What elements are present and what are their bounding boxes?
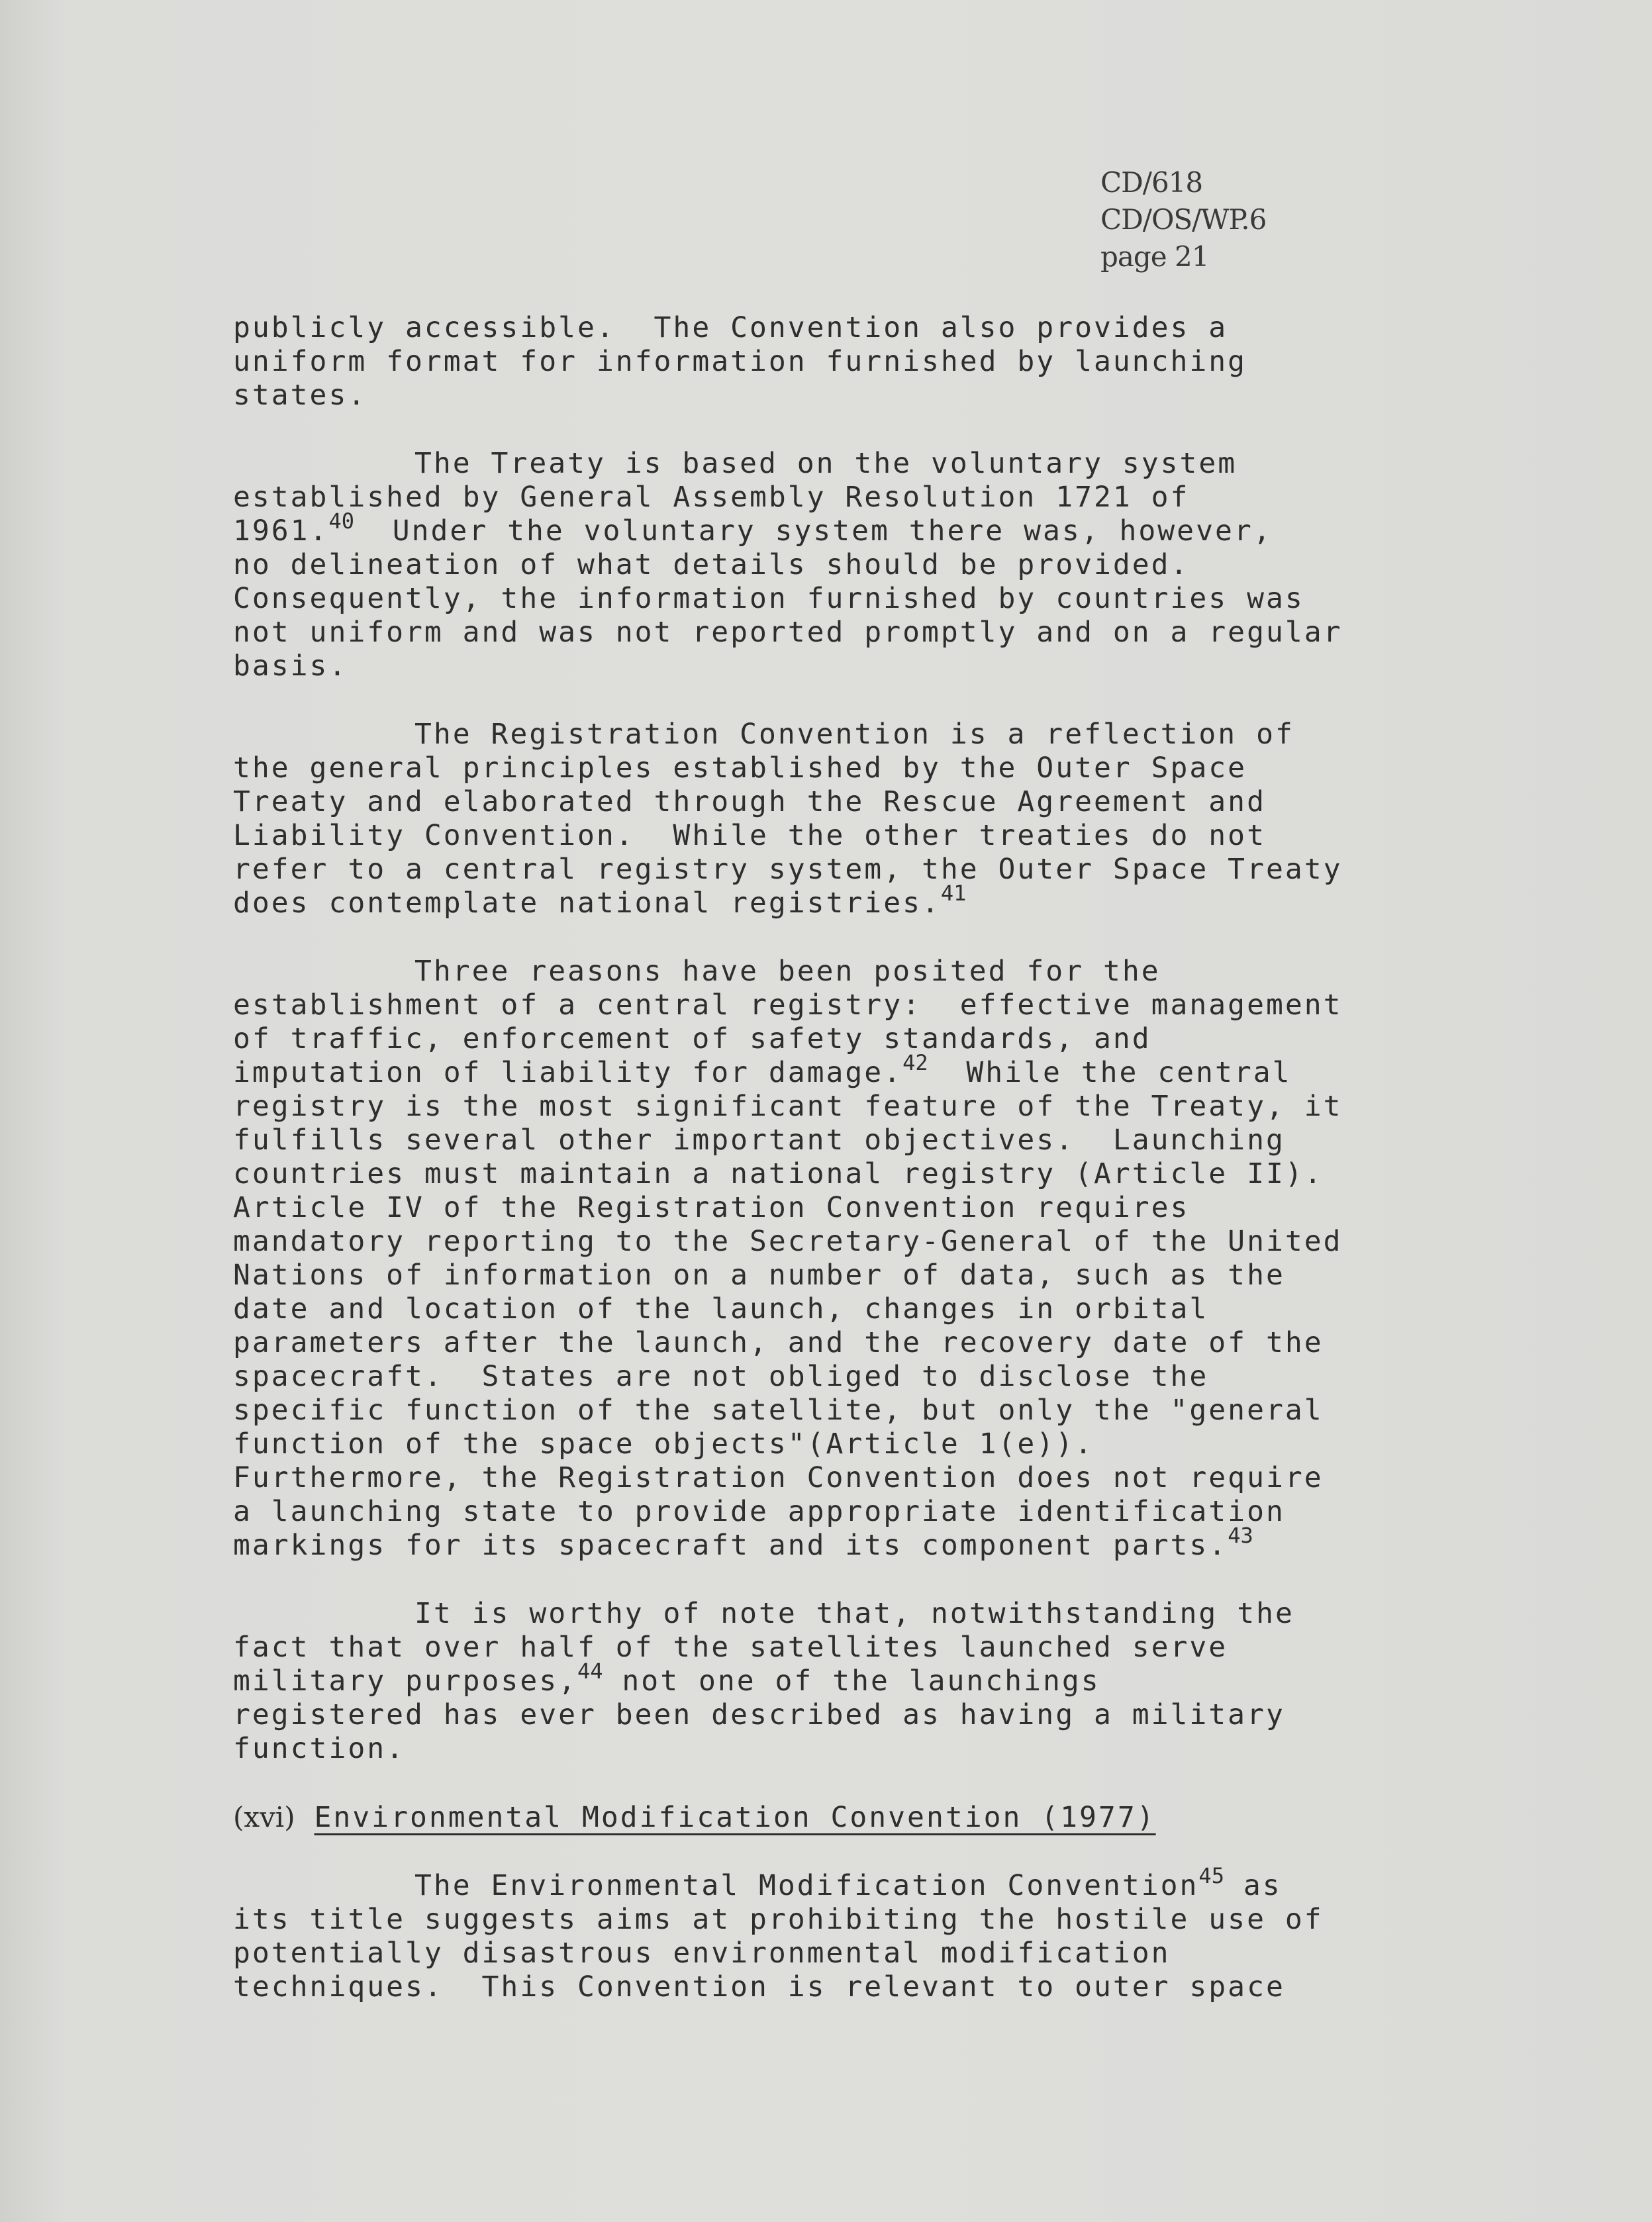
text-segment: countries must maintain a national registry (Article II).	[233, 1157, 1324, 1190]
paragraph	[233, 1597, 1465, 1766]
text-line	[233, 1225, 1465, 1259]
text-segment: registry is the most significant feature of the Treaty, it	[233, 1090, 1343, 1123]
text-line	[233, 1970, 1465, 2004]
text-segment: The Environmental Modification Convention	[414, 1869, 1199, 1902]
text-segment: establishment of a central registry: effective management	[233, 989, 1343, 1022]
footnote-reference: 44	[577, 1659, 603, 1684]
text-line	[233, 819, 1465, 853]
text-line	[233, 1461, 1465, 1495]
paragraph	[233, 1863, 1465, 2004]
text-segment: no delineation of what details should be provided.	[233, 548, 1190, 581]
document-symbol-working-paper: CD/OS/WP.6	[1100, 203, 1267, 236]
text-segment: registered has ever been described as having a military	[233, 1698, 1285, 1731]
text-line	[233, 650, 1465, 683]
text-line	[233, 881, 1465, 920]
text-line	[233, 751, 1465, 785]
text-line	[233, 955, 1465, 989]
text-line	[233, 1659, 1465, 1698]
text-segment: Under the voluntary system there was, however,	[354, 514, 1273, 548]
text-segment: Article IV of the Registration Convention requires	[233, 1191, 1190, 1224]
footnote-reference: 41	[940, 881, 967, 906]
text-segment: The Treaty is based on the voluntary system	[414, 447, 1238, 480]
text-line	[233, 1360, 1465, 1394]
page-number: page 21	[1100, 240, 1209, 273]
text-line	[233, 548, 1465, 582]
text-segment: not uniform and was not reported promptly and on a regular	[233, 616, 1343, 649]
text-segment: established by General Assembly Resolution 1721 of	[233, 481, 1190, 514]
footnote-reference: 42	[902, 1050, 928, 1075]
text-segment: uniform format for information furnished by launching	[233, 345, 1247, 378]
paragraph	[233, 955, 1465, 1563]
paragraph	[233, 447, 1465, 683]
text-segment: Treaty and elaborated through the Rescue Agreement and	[233, 785, 1266, 818]
text-segment: military purposes,	[233, 1665, 577, 1698]
text-segment: of traffic, enforcement of safety standards, and	[233, 1022, 1151, 1055]
text-line	[233, 379, 1465, 412]
text-line	[233, 1597, 1465, 1631]
text-segment: techniques. This Convention is relevant to outer space	[233, 1970, 1285, 2004]
text-line	[233, 345, 1465, 379]
text-segment: Nations of information on a number of data, such as the	[233, 1259, 1285, 1292]
text-line	[233, 1292, 1465, 1326]
paragraph	[233, 311, 1465, 412]
text-segment: mandatory reporting to the Secretary-General of the United	[233, 1225, 1343, 1258]
text-segment: function of the space objects"(Article 1(e)).	[233, 1427, 1094, 1461]
document-symbol: CD/618	[1100, 166, 1203, 199]
text-line	[233, 1732, 1465, 1766]
section-title: Environmental Modification Convention (1977)	[314, 1801, 1156, 1834]
text-segment: fact that over half of the satellites launched serve	[233, 1631, 1228, 1664]
text-segment: function.	[233, 1732, 405, 1765]
text-segment: markings for its spacecraft and its component parts.	[233, 1529, 1228, 1562]
text-line	[233, 1495, 1465, 1529]
text-segment: It is worthy of note that, notwithstanding the	[414, 1597, 1294, 1630]
text-segment: Liability Convention. While the other treaties do not	[233, 819, 1266, 852]
text-segment: Consequently, the information furnished by countries was	[233, 582, 1304, 615]
text-segment: spacecraft. States are not obliged to disclose the	[233, 1360, 1209, 1393]
text-line	[233, 1903, 1465, 1937]
text-segment: 1961.	[233, 514, 329, 548]
text-segment: While the central	[928, 1056, 1292, 1089]
text-segment: Furthermore, the Registration Convention does not require	[233, 1461, 1324, 1494]
text-line	[233, 853, 1465, 887]
footnote-reference: 40	[328, 508, 354, 534]
text-segment: a launching state to provide appropriate identification	[233, 1495, 1285, 1528]
text-segment: fulfills several other important objectives. Launching	[233, 1124, 1285, 1157]
final-paragraph-container	[233, 1863, 1465, 2004]
text-segment: refer to a central registry system, the Outer Space Treaty	[233, 853, 1343, 886]
text-line	[233, 989, 1465, 1022]
text-line	[233, 616, 1465, 650]
text-line	[233, 785, 1465, 819]
text-segment: states.	[233, 379, 367, 412]
text-line	[233, 1124, 1465, 1157]
text-line	[233, 1937, 1465, 1970]
text-segment: imputation of liability for damage.	[233, 1056, 903, 1089]
text-line	[233, 481, 1465, 514]
document-reference	[1100, 164, 1266, 275]
text-segment: Three reasons have been posited for the	[414, 955, 1161, 988]
text-segment: specific function of the satellite, but only the "general	[233, 1394, 1324, 1427]
text-line	[233, 1157, 1465, 1191]
text-line	[233, 1631, 1465, 1665]
text-line	[233, 311, 1465, 345]
text-line	[233, 508, 1465, 548]
text-line	[233, 1191, 1465, 1225]
footnote-reference: 45	[1198, 1863, 1224, 1888]
text-line	[233, 1022, 1465, 1056]
text-segment: does contemplate national registries.	[233, 887, 941, 920]
section-heading	[233, 1800, 1465, 1835]
text-segment: basis.	[233, 650, 348, 683]
text-segment: The Registration Convention is a reflection of	[414, 718, 1294, 751]
paragraph	[233, 718, 1465, 920]
text-line	[233, 582, 1465, 616]
paragraph-list	[233, 311, 1465, 1766]
text-segment: not one of the launchings	[603, 1665, 1100, 1698]
text-line	[233, 1427, 1465, 1461]
text-segment: parameters after the launch, and the recovery date of the	[233, 1326, 1324, 1359]
text-line	[233, 1326, 1465, 1360]
text-segment: date and location of the launch, changes in orbital	[233, 1292, 1209, 1326]
text-line	[233, 447, 1465, 481]
text-line	[233, 1394, 1465, 1427]
text-line	[233, 1090, 1465, 1124]
text-line	[233, 1050, 1465, 1090]
text-segment: the general principles established by the Outer Space	[233, 751, 1247, 785]
text-segment: publicly accessible. The Convention also provides a	[233, 311, 1228, 344]
text-segment: as	[1224, 1869, 1282, 1902]
section-number: (xvi)	[233, 1801, 295, 1833]
footnote-reference: 43	[1228, 1523, 1253, 1548]
text-line	[233, 1863, 1465, 1903]
text-line	[233, 1698, 1465, 1732]
text-line	[233, 1523, 1465, 1563]
text-line	[233, 1259, 1465, 1292]
body-text	[233, 311, 1465, 2039]
text-segment: potentially disastrous environmental modification	[233, 1937, 1171, 1970]
text-line	[233, 718, 1465, 751]
text-segment: its title suggests aims at prohibiting the hostile use of	[233, 1903, 1324, 1936]
